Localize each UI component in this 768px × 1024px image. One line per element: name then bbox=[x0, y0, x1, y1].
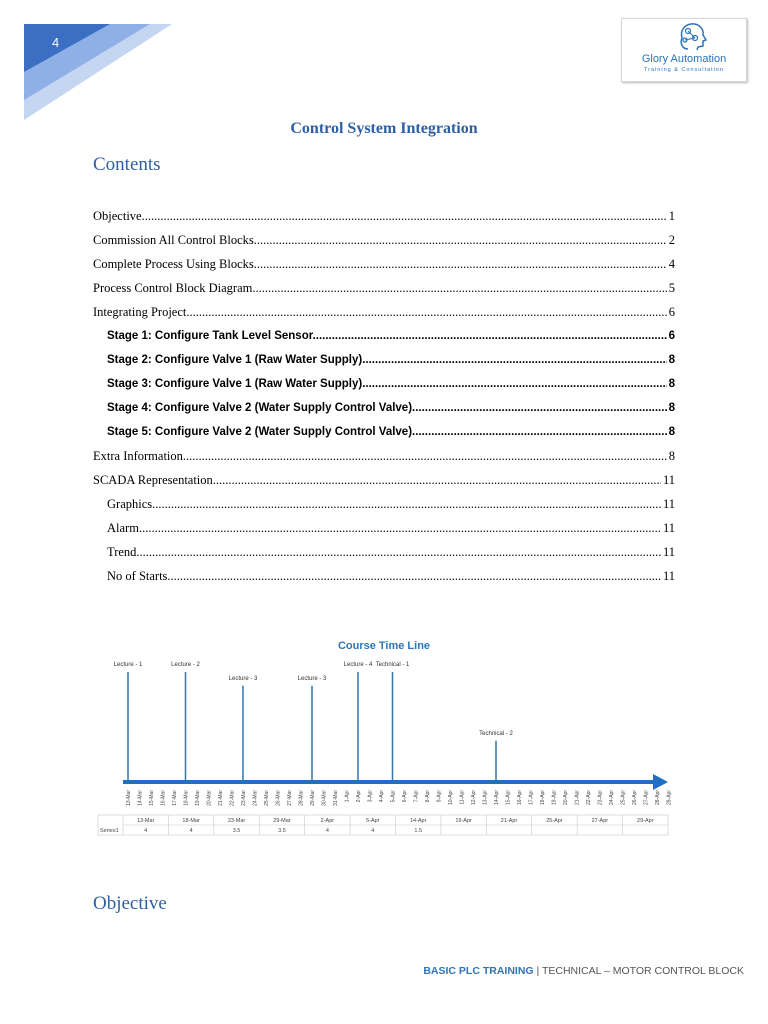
toc-entry[interactable] bbox=[93, 564, 675, 588]
event-label: Lecture - 3 bbox=[297, 675, 327, 682]
timeline-arrow-icon bbox=[653, 774, 668, 790]
table-header: 5-Apr bbox=[366, 818, 380, 824]
date-tick-label: 29-Apr bbox=[666, 790, 673, 806]
logo-name: Glory Automation bbox=[641, 53, 727, 65]
date-tick-label: 20-Apr bbox=[563, 790, 569, 806]
logo-head-icon bbox=[622, 19, 746, 55]
date-tick-label: 26-Mar bbox=[275, 790, 282, 806]
date-tick-label: 27-Apr bbox=[643, 790, 650, 806]
date-tick-label: 17-Mar bbox=[172, 790, 178, 806]
toc-entry-label: Integrating Project ..... bbox=[93, 305, 667, 320]
table-header: 29-Mar bbox=[273, 818, 291, 824]
toc-entry-label: Stage 1: Configure Tank Level Sensor ..... bbox=[107, 330, 667, 342]
toc-entry-label: SCADA Representation ..... bbox=[93, 473, 661, 488]
toc-entry-page: 8 bbox=[668, 402, 675, 414]
chart-title: Course Time Line bbox=[337, 640, 431, 652]
table-header: 2-Apr bbox=[320, 818, 335, 824]
table-header: 25-Apr bbox=[546, 818, 563, 824]
footer-section: TECHNICAL – MOTOR CONTROL BLOCK bbox=[541, 965, 744, 977]
toc-entry-page: 6 bbox=[668, 304, 675, 319]
toc-entry-page: 1 bbox=[668, 208, 675, 223]
toc-entry-page: 8 bbox=[668, 354, 675, 366]
date-tick-label: 5-Apr bbox=[390, 790, 397, 803]
table-header: 23-Mar bbox=[227, 818, 246, 824]
toc-entry-page: 5 bbox=[668, 280, 675, 295]
date-tick-label: 2-Apr bbox=[356, 790, 362, 803]
date-tick-label: 16-Mar bbox=[160, 790, 167, 806]
table-header: 13-Mar bbox=[136, 818, 155, 824]
logo-tagline: Training & Consultation bbox=[644, 67, 724, 73]
table-value: 4 bbox=[189, 828, 193, 834]
date-tick-label: 14-Apr bbox=[494, 790, 500, 806]
contents-heading: Contents bbox=[93, 154, 161, 175]
toc-entry[interactable] bbox=[93, 252, 675, 276]
table-of-contents bbox=[93, 204, 675, 588]
date-tick-label: 26-Apr bbox=[632, 790, 638, 806]
table-header: 19-Apr bbox=[455, 818, 472, 824]
toc-entry[interactable] bbox=[93, 468, 675, 492]
date-tick-label: 25-Mar bbox=[264, 790, 270, 806]
toc-entry[interactable] bbox=[93, 492, 675, 516]
date-tick-label: 1-Apr bbox=[344, 790, 351, 803]
date-tick-label: 21-Mar bbox=[218, 790, 224, 806]
event-label: Lecture - 2 bbox=[171, 662, 200, 668]
toc-entry-page: 4 bbox=[668, 256, 675, 271]
date-tick-label: 20-Mar bbox=[206, 790, 213, 806]
date-tick-label: 10-Apr bbox=[448, 790, 454, 806]
date-tick-label: 23-Mar bbox=[241, 790, 247, 806]
date-tick-label: 30-Mar bbox=[321, 790, 328, 806]
toc-entry-label: Alarm ..... bbox=[107, 521, 661, 536]
table-value: 4 bbox=[325, 828, 329, 834]
toc-entry-label: Stage 4: Configure Valve 2 (Water Supply Control Valve) ..... bbox=[107, 402, 667, 414]
toc-entry[interactable] bbox=[93, 204, 675, 228]
date-tick-label: 17-Apr bbox=[528, 790, 535, 806]
date-tick-label: 3-Apr bbox=[367, 790, 374, 803]
date-tick-label: 15-Apr bbox=[505, 790, 512, 806]
toc-entry-label: Complete Process Using Blocks ..... bbox=[93, 257, 667, 272]
event-label: Lecture - 4 bbox=[343, 662, 373, 668]
event-label: Technical - 1 bbox=[375, 662, 410, 668]
date-tick-label: 13-Apr bbox=[482, 790, 489, 806]
toc-entry-label: Trend ..... bbox=[107, 545, 661, 560]
table-header: 18-Mar bbox=[182, 818, 200, 824]
date-tick-label: 11-Apr bbox=[459, 790, 466, 805]
toc-entry-label: Graphics ..... bbox=[107, 497, 661, 512]
toc-entry-page: 8 bbox=[668, 426, 675, 438]
page-footer bbox=[423, 965, 744, 977]
date-tick-label: 7-Apr bbox=[413, 790, 420, 803]
toc-entry[interactable] bbox=[93, 324, 675, 348]
course-timeline-chart bbox=[93, 632, 675, 842]
toc-entry[interactable] bbox=[93, 396, 675, 420]
document-title: Control System Integration bbox=[290, 120, 478, 137]
date-tick-label: 22-Apr bbox=[586, 790, 592, 806]
toc-entry-label: Stage 5: Configure Valve 2 (Water Supply Control Valve) ..... bbox=[107, 426, 667, 438]
date-tick-label: 24-Mar bbox=[252, 790, 259, 806]
event-label: Technical - 2 bbox=[479, 730, 513, 737]
date-tick-label: 18-Apr bbox=[540, 790, 546, 806]
date-tick-label: 15-Mar bbox=[149, 790, 155, 806]
date-tick-label: 21-Apr bbox=[574, 790, 581, 806]
date-tick-label: 6-Apr bbox=[402, 790, 408, 803]
toc-entry[interactable] bbox=[93, 420, 675, 444]
date-tick-label: 31-Mar bbox=[333, 790, 339, 806]
table-header: 21-Apr bbox=[500, 818, 518, 824]
date-tick-label: 28-Apr bbox=[655, 790, 661, 806]
date-tick-label: 14-Mar bbox=[137, 790, 144, 806]
date-tick-label: 22-Mar bbox=[229, 790, 236, 806]
toc-entry-page: 6 bbox=[668, 330, 675, 342]
table-value: 4 bbox=[144, 828, 148, 834]
toc-entry[interactable] bbox=[93, 516, 675, 540]
toc-entry-page: 11 bbox=[662, 496, 675, 511]
date-tick-label: 28-Mar bbox=[298, 790, 305, 806]
toc-entry[interactable] bbox=[93, 276, 675, 300]
toc-entry[interactable] bbox=[93, 228, 675, 252]
toc-entry-label: Objective ..... bbox=[93, 209, 667, 224]
toc-entry-page: 2 bbox=[668, 232, 675, 247]
date-tick-label: 8-Apr bbox=[425, 790, 431, 803]
table-header: 29-Apr bbox=[637, 818, 654, 824]
table-value: 3.5 bbox=[278, 828, 286, 834]
date-tick-label: 25-Apr bbox=[620, 790, 627, 806]
company-logo bbox=[621, 18, 747, 82]
table-header: 27-Apr bbox=[591, 818, 609, 824]
table-header: 14-Apr bbox=[409, 818, 427, 824]
date-tick-label: 12-Apr bbox=[471, 790, 477, 806]
toc-entry-label: Commission All Control Blocks ..... bbox=[93, 233, 667, 248]
toc-entry-label: Process Control Block Diagram ..... bbox=[93, 281, 667, 296]
table-value: 4 bbox=[371, 828, 375, 834]
footer-separator: | bbox=[533, 965, 542, 977]
toc-entry-page: 11 bbox=[662, 568, 675, 583]
toc-entry-page: 8 bbox=[668, 448, 675, 463]
corner-decoration bbox=[0, 0, 200, 130]
date-tick-label: 23-Apr bbox=[597, 790, 604, 806]
toc-entry[interactable] bbox=[93, 444, 675, 468]
table-value: 1.5 bbox=[414, 828, 423, 834]
date-tick-label: 16-Apr bbox=[517, 790, 523, 806]
table-value: 3.5 bbox=[232, 828, 241, 834]
date-tick-label: 9-Apr bbox=[436, 790, 443, 803]
toc-entry[interactable] bbox=[93, 540, 675, 564]
objective-heading: Objective bbox=[93, 893, 167, 914]
toc-entry[interactable] bbox=[93, 348, 675, 372]
page-number: 4 bbox=[52, 35, 60, 50]
date-tick-label: 18-Mar bbox=[183, 790, 190, 806]
date-tick-label: 19-Apr bbox=[551, 790, 558, 806]
date-tick-label: 4-Apr bbox=[379, 790, 385, 803]
toc-entry-page: 8 bbox=[668, 378, 675, 390]
footer-course: BASIC PLC TRAINING bbox=[423, 965, 534, 977]
toc-entry-page: 11 bbox=[662, 472, 675, 487]
date-tick-label: 24-Apr bbox=[609, 790, 615, 806]
date-tick-label: 29-Mar bbox=[310, 790, 316, 806]
date-tick-label: 13-Mar bbox=[126, 790, 132, 806]
series-name: Series1 bbox=[100, 828, 119, 834]
date-tick-label: 19-Mar bbox=[195, 790, 201, 806]
toc-entry-page: 11 bbox=[662, 544, 675, 559]
toc-entry-label: Stage 3: Configure Valve 1 (Raw Water Supply) ..... bbox=[107, 378, 667, 390]
toc-entry[interactable] bbox=[93, 300, 675, 324]
toc-entry-label: No of Starts ..... bbox=[107, 569, 661, 584]
date-tick-label: 27-Mar bbox=[287, 790, 293, 806]
event-label: Lecture - 1 bbox=[113, 662, 143, 668]
toc-entry-label: Extra Information ..... bbox=[93, 449, 667, 464]
toc-entry-label: Stage 2: Configure Valve 1 (Raw Water Supply) ..... bbox=[107, 354, 667, 366]
event-label: Lecture - 3 bbox=[228, 675, 258, 682]
toc-entry-page: 11 bbox=[662, 520, 675, 535]
toc-entry[interactable] bbox=[93, 372, 675, 396]
